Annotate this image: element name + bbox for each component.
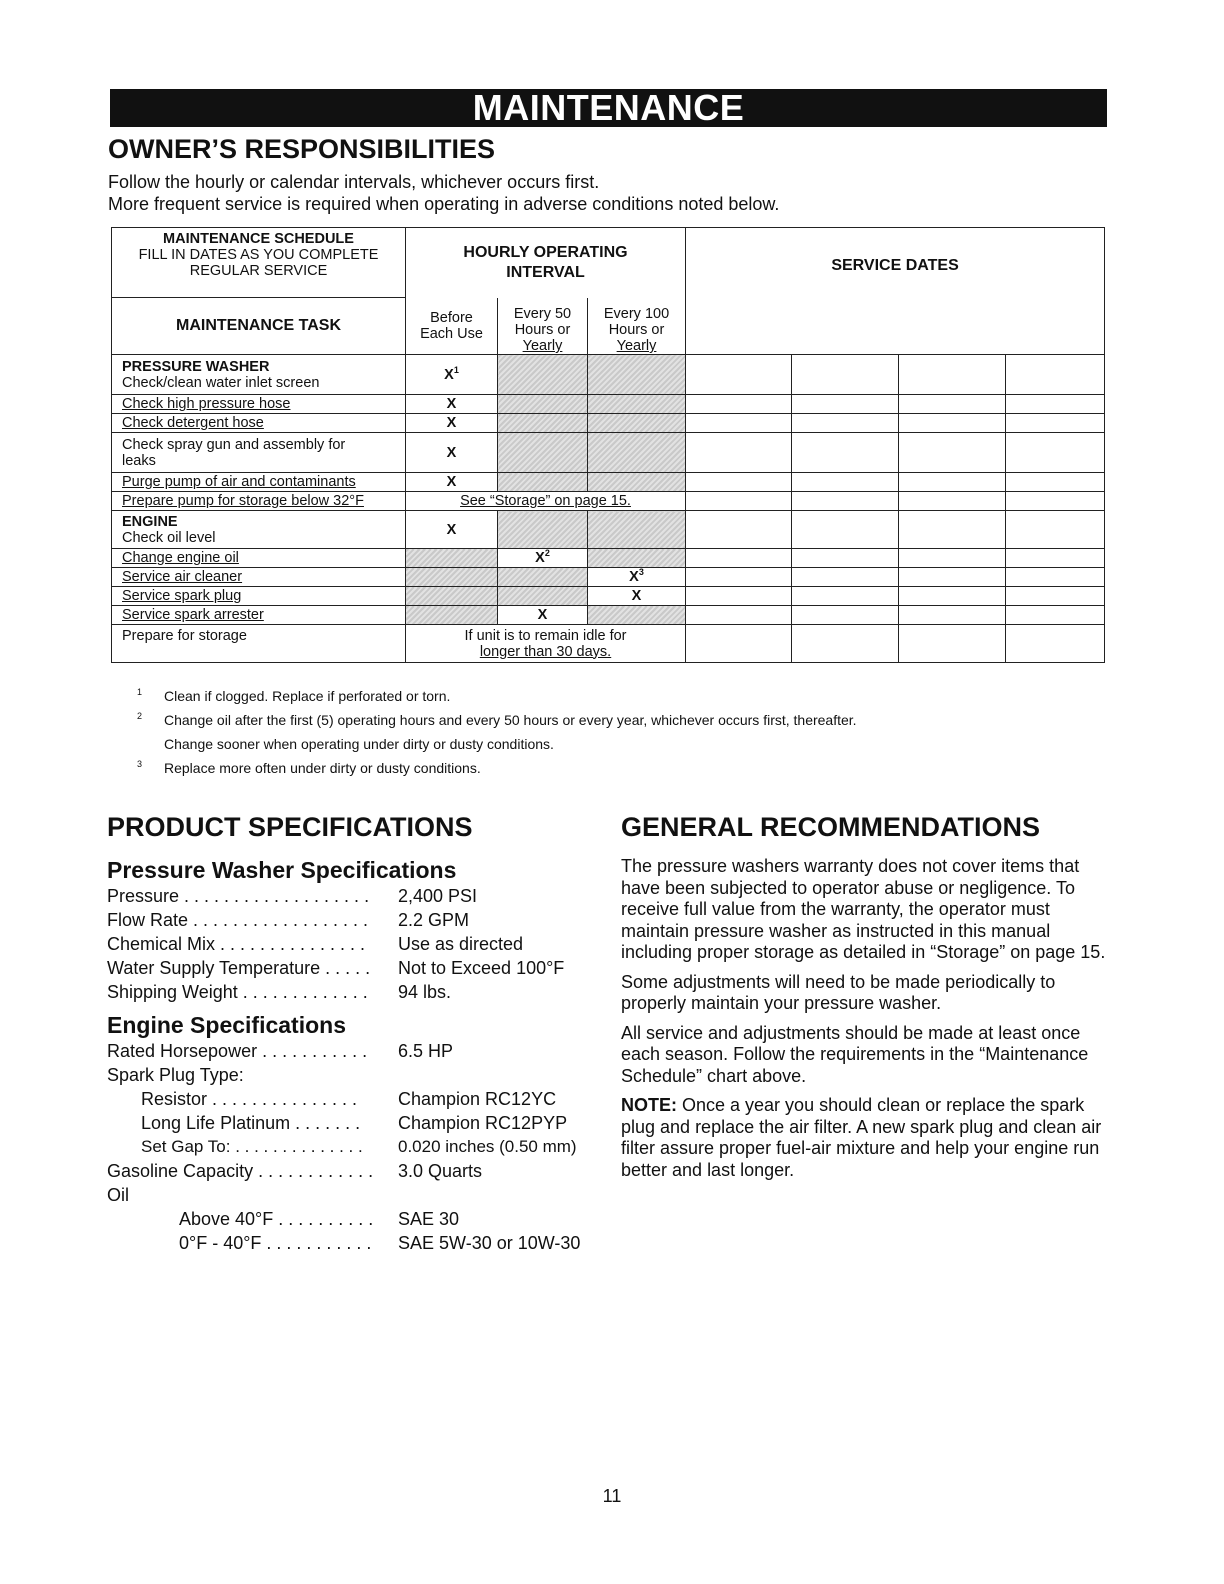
maintenance-schedule-table [111,227,1105,663]
task-label: Check high pressure hose [122,396,291,412]
table-row [112,587,1105,606]
product-specifications-title: PRODUCT SPECIFICATIONS [107,812,473,842]
service-date-cell[interactable] [686,355,792,395]
service-date-cell[interactable] [792,395,899,414]
service-date-cell[interactable] [899,625,1006,663]
service-date-cell[interactable] [1006,568,1105,587]
service-date-cell[interactable] [686,433,792,473]
service-date-cell[interactable] [792,414,899,433]
task-label: Prepare pump for storage below 32°F [122,493,364,509]
table-row [112,433,1105,473]
spec-row: Chemical Mix . . . . . . . . . . . . . . . Use as directed [107,934,524,954]
service-date-cell[interactable] [792,433,899,473]
service-date-cell[interactable] [686,473,792,492]
owners-intro [108,171,779,215]
service-date-cell[interactable] [899,511,1006,549]
service-date-cell[interactable] [686,492,792,511]
page-banner: MAINTENANCE [110,89,1107,127]
service-date-cell[interactable] [1006,511,1105,549]
table-row [112,492,1105,511]
col-before-each-use: Before Each Use [406,298,498,355]
service-date-cell[interactable] [792,587,899,606]
mark-cell: X [406,433,498,473]
engine-specs-title: Engine Specifications [107,1012,346,1038]
footnote: 1 Clean if clogged. Replace if perforated or torn. [137,687,451,704]
table-row [112,549,1105,568]
service-date-cell[interactable] [1006,395,1105,414]
service-date-cell[interactable] [686,511,792,549]
task-label: Purge pump of air and contaminants [122,474,356,490]
spec-row: Spark Plug Type: [107,1065,244,1085]
task-label: Check detergent hose [122,415,264,431]
service-date-cell[interactable] [792,549,899,568]
service-date-cell[interactable] [686,414,792,433]
mark-cell: X [406,473,498,492]
task-label: leaks [122,452,156,469]
task-label: Service air cleaner [122,569,243,585]
service-date-cell[interactable] [686,587,792,606]
note-paragraph: NOTE: Once a year you should clean or replace the spark plug and replace the air filter. A new spark plug and clean air filter assure proper fuel-air mixture and help your engine run better and last longer. [621,1095,1102,1180]
col-every-100-hours: Every 100 Hours or Yearly [588,298,686,355]
hourly-interval-header: HOURLY OPERATING INTERVAL [406,228,686,298]
service-date-cell[interactable] [686,568,792,587]
spec-row: Water Supply Temperature . . . . . Not to Exceed 100°F [107,958,565,978]
service-date-cell[interactable] [792,473,899,492]
spec-row: Oil [107,1185,129,1205]
footnote: 2 Change oil after the first (5) operating hours and every 50 hours or every year, whichever occurs first, thereafter. [137,711,857,728]
service-date-cell[interactable] [792,492,899,511]
service-date-cell[interactable] [1006,414,1105,433]
service-date-cell[interactable] [899,395,1006,414]
spec-row: Shipping Weight . . . . . . . . . . . . . 94 lbs. [107,982,452,1002]
service-date-cell[interactable] [1006,433,1105,473]
page-number: 11 [602,1486,622,1506]
spec-row: Flow Rate . . . . . . . . . . . . . . . . . . 2.2 GPM [107,910,470,930]
footnote: 3 Replace more often under dirty or dusty conditions. [137,759,481,776]
product-specifications [107,810,597,1255]
mark-cell: $X^1$ [406,355,498,395]
service-date-cell[interactable] [899,549,1006,568]
mark-cell: X [498,606,588,625]
paragraph: All service and adjustments should be made at least once each season. Follow the requirements in the “Maintenance Schedule” chart above. [621,1022,1089,1086]
mark-cell: $X^2$ [498,549,588,568]
task-label: Prepare for storage [122,628,247,644]
service-date-cell[interactable] [792,625,899,663]
table-row [112,625,1105,663]
task-label: Service spark plug [122,588,242,604]
service-date-cell[interactable] [899,414,1006,433]
table-row [112,511,1105,549]
footnote: Change sooner when operating under dirty or dusty conditions. [164,736,554,752]
service-date-cell[interactable] [1006,492,1105,511]
intro-line: More frequent service is required when operating in adverse conditions noted below. [108,194,780,214]
table-row [112,473,1105,492]
service-date-cell[interactable] [899,568,1006,587]
service-date-cell[interactable] [899,433,1006,473]
spec-row: Above 40°F . . . . . . . . . . SAE 30 [179,1209,460,1229]
service-date-cell[interactable] [792,355,899,395]
service-date-cell[interactable] [1006,587,1105,606]
idle-note: If unit is to remain idle for longer than 30 days. [406,625,686,663]
table-row [112,414,1105,433]
spec-row: Long Life Platinum . . . . . . . Champion RC12PYP [141,1113,568,1133]
service-date-cell[interactable] [686,549,792,568]
task-label: Check oil level [122,529,216,546]
service-date-cell[interactable] [899,355,1006,395]
mark-cell: X [406,511,498,549]
service-date-cell[interactable] [1006,355,1105,395]
service-date-cell[interactable] [899,606,1006,625]
service-date-cell[interactable] [899,492,1006,511]
see-storage-note: See “Storage” on page 15. [406,492,686,511]
paragraph: Some adjustments will need to be made periodically to properly maintain your pressure washer. [621,971,1056,1013]
mark-cell: X [588,587,686,606]
spec-row: Gasoline Capacity . . . . . . . . . . . . 3.0 Quarts [107,1161,483,1181]
paragraph: The pressure washers warranty does not cover items that have been subjected to operator abuse or negligence. To receive full value from the warranty, the operator must maintain pressure washer as instructed in this manual including proper storage as detailed in “Storage” on page 15. [621,856,1106,962]
service-date-cell[interactable] [792,511,899,549]
service-date-cell[interactable] [792,568,899,587]
maintenance-task-header: MAINTENANCE TASK [112,298,406,355]
spec-row: Set Gap To: . . . . . . . . . . . . . . 0.020 inches (0.50 mm) [141,1137,577,1156]
mark-cell: $X^3$ [588,568,686,587]
spec-row: Rated Horsepower . . . . . . . . . . . 6.5 HP [107,1041,454,1061]
pressure-washer-section: PRESSURE WASHER [122,358,270,375]
service-date-cell[interactable] [899,473,1006,492]
col-every-50-hours: Every 50 Hours or Yearly [498,298,588,355]
service-date-cell[interactable] [899,587,1006,606]
schedule-header-left: MAINTENANCE SCHEDULE FILL IN DATES AS YOU COMPLETE REGULAR SERVICE [112,228,406,298]
general-recommendations-title: GENERAL RECOMMENDATIONS [621,812,1041,842]
mark-cell: X [406,414,498,433]
mark-cell: X [406,395,498,414]
service-dates-header: SERVICE DATES [686,228,1105,355]
owners-responsibilities-title: OWNER’S RESPONSIBILITIES [108,134,496,164]
intro-line: Follow the hourly or calendar intervals, whichever occurs first. [108,172,600,192]
service-date-cell[interactable] [1006,606,1105,625]
service-date-cell[interactable] [686,625,792,663]
service-date-cell[interactable] [1006,473,1105,492]
service-date-cell[interactable] [1006,549,1105,568]
general-recommendations [621,810,1111,1189]
pressure-washer-specs-title: Pressure Washer Specifications [107,857,457,883]
service-date-cell[interactable] [686,395,792,414]
service-date-cell[interactable] [686,606,792,625]
task-label: Change engine oil [122,550,239,566]
service-date-cell[interactable] [792,606,899,625]
service-date-cell[interactable] [1006,625,1105,663]
task-label: Check/clean water inlet screen [122,374,320,391]
task-label: Service spark arrester [122,607,264,623]
spec-row: Resistor . . . . . . . . . . . . . . . Champion RC12YC [141,1089,557,1109]
table-row [112,395,1105,414]
task-label: Check spray gun and assembly for [122,436,346,453]
table-row [112,568,1105,587]
spec-row: 0°F - 40°F . . . . . . . . . . . SAE 5W-30 or 10W-30 [179,1233,581,1253]
engine-section: ENGINE [122,513,178,530]
footnotes [137,684,857,780]
table-row [112,355,1105,395]
spec-row: Pressure . . . . . . . . . . . . . . . . . . . 2,400 PSI [107,886,478,906]
table-row [112,606,1105,625]
